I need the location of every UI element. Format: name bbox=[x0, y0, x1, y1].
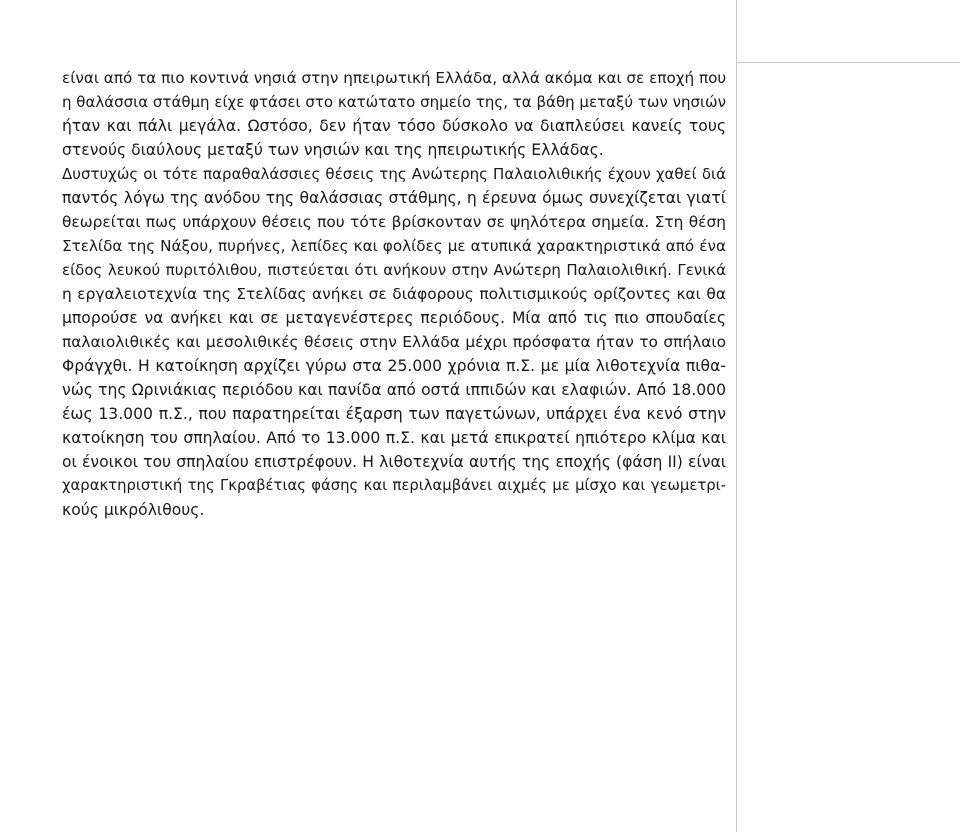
text-line: είναι από τα πιο κοντινά νησιά στην ηπειρωτική Ελλάδα, αλλά ακόμα και σε εποχή που bbox=[62, 69, 727, 87]
text-line: Φράγχθι. Η κατοίκηση αρχίζει γύρω στα 25.000 χρόνια π.Σ. με μία λιθοτεχνία πιθα- bbox=[62, 357, 726, 375]
text-line: η θαλάσσια στάθμη είχε φτάσει στο κατώτατο σημείο της, τα βάθη μεταξύ των νησιών bbox=[62, 93, 726, 111]
text-line: νώς της Ωρινιάκιας περιόδου και πανίδα από οστά ιππιδών και ελαφιών. Από 18.000 bbox=[62, 381, 726, 399]
text-line: έως 13.000 π.Σ., που παρατηρείται έξαρση των παγετώνων, υπάρχει ένα κενό στην bbox=[62, 405, 726, 423]
body-text bbox=[62, 66, 726, 522]
text-line: στενούς διαύλους μεταξύ των νησιών και της ηπειρωτικής Ελλάδας. bbox=[62, 141, 604, 159]
margin-guide-vertical bbox=[736, 0, 737, 832]
text-line: είδος λευκού πυριτόλιθου, πιστεύεται ότι ανήκουν στην Ανώτερη Παλαιολιθική. Γενικά bbox=[62, 261, 726, 279]
text-line: οι ένοικοι του σπηλαίου επιστρέφουν. Η λιθοτεχνία αυτής της εποχής (φάση ΙΙ) είναι bbox=[62, 453, 726, 471]
text-line: χαρακτηριστική της Γκραβέτιας φάσης και περιλαμβάνει αιχμές με μίσχο και γεωμετρι- bbox=[62, 477, 726, 494]
text-line: παντός λόγω της ανόδου της θαλάσσιας στάθμης, η έρευνα όμως συνεχίζεται γιατί bbox=[62, 189, 726, 207]
text-line: Στελίδα της Νάξου, πυρήνες, λεπίδες και φολίδες με ατυπικά χαρακτηριστικά από ένα bbox=[62, 237, 726, 255]
text-line: κατοίκηση του σπηλαίου. Από το 13.000 π.Σ. και μετά επικρατεί ηπιότερο κλίμα και bbox=[62, 429, 726, 447]
text-line: ήταν και πάλι μεγάλα. Ωστόσο, δεν ήταν τόσο δύσκολο να διαπλεύσει κανείς τους bbox=[62, 117, 726, 135]
margin-guide-horizontal bbox=[736, 62, 960, 63]
text-line: θεωρείται πως υπάρχουν θέσεις που τότε βρίσκονταν σε ψηλότερα σημεία. Στη θέση bbox=[62, 213, 726, 231]
text-line: κούς μικρόλιθους. bbox=[62, 501, 205, 519]
text-line: Δυστυχώς οι τότε παραθαλάσσιες θέσεις της Ανώτερης Παλαιολιθικής έχουν χαθεί διά bbox=[62, 165, 726, 183]
text-line: η εργαλειοτεχνία της Στελίδας ανήκει σε διάφορους πολιτισμικούς ορίζοντες και θα bbox=[62, 285, 726, 303]
text-line: μπορούσε να ανήκει και σε μεταγενέστερες περιόδους. Μία από τις πιο σπουδαίες bbox=[62, 309, 726, 327]
text-line: παλαιολιθικές και μεσολιθικές θέσεις στην Ελλάδα μέχρι πρόσφατα ήταν το σπήλαιο bbox=[62, 333, 726, 351]
